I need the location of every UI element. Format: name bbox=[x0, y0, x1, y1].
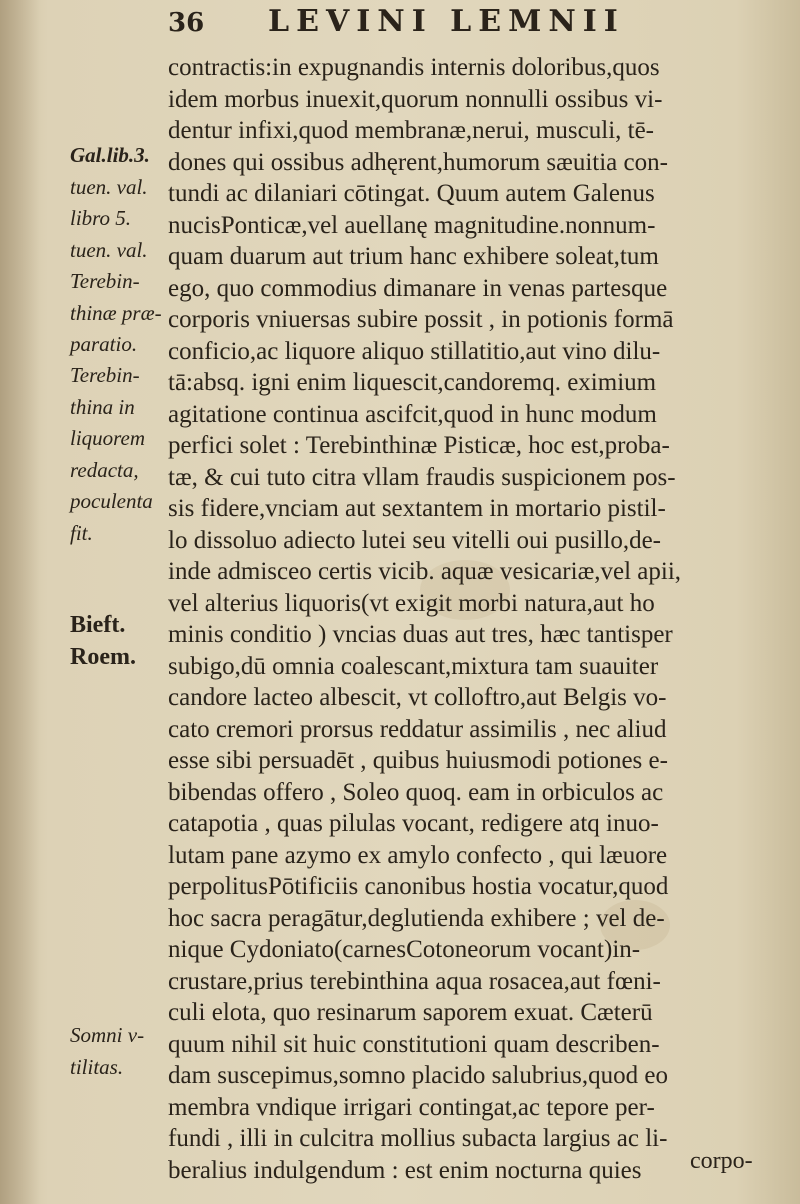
margin-note-line: Terebin- bbox=[70, 363, 140, 387]
margin-note-line: tuen. val. bbox=[70, 174, 148, 199]
running-head bbox=[168, 4, 728, 44]
margin-note-line: thinæ præ- bbox=[70, 300, 162, 325]
margin-note-line: poculenta bbox=[70, 489, 153, 513]
catchword: corpo- bbox=[690, 1148, 753, 1174]
text-line: fundi , illi in culcitra mollius subacta largius ac li- bbox=[168, 1125, 668, 1152]
text-line: membra vndique irrigari contingat,ac tepore per- bbox=[168, 1093, 655, 1121]
text-line: quam duarum aut trium hanc exhibere soleat,tum bbox=[168, 243, 659, 270]
text-line: perpolitusPōtificiis canonibus hostia vocatur,quod bbox=[168, 873, 669, 900]
text-line: tā:absq. igni enim liquescit,candoremq. eximium bbox=[168, 369, 657, 396]
page-number: 36 bbox=[168, 8, 205, 38]
margin-note-line: thina in bbox=[70, 394, 135, 419]
side-label-roem: Roem. bbox=[70, 644, 136, 670]
text-line: hoc sacra peragātur,deglutienda exhibere ; vel de- bbox=[168, 904, 665, 932]
text-line: ego, quo commodius dimanare in venas partesque bbox=[168, 274, 668, 302]
text-line: catapotia , quas pilulas vocant, redigere atq inuo- bbox=[168, 810, 659, 837]
text-line: conficio,ac liquore aliquo stillatitio,aut vino dilu- bbox=[168, 337, 661, 365]
margin-note-liquor bbox=[70, 360, 170, 549]
text-line: corporis vniuersas subire possit , in potionis formā bbox=[168, 306, 674, 333]
margin-note-line: Gal.lib.3. bbox=[70, 143, 150, 167]
text-line: inde admisceo certis vicib. aquæ vesicariæ,vel apii, bbox=[168, 558, 682, 585]
text-line: minis conditio ) vncias duas aut tres, hæc tantisper bbox=[168, 621, 673, 648]
margin-note-line: Terebin- bbox=[70, 269, 140, 293]
text-line: nucisPonticæ,vel auellanę magnitudine.nonnum- bbox=[168, 211, 656, 239]
text-line: crustare,prius terebinthina aqua rosacea,aut fœni- bbox=[168, 967, 661, 995]
margin-note-line: liquorem bbox=[70, 426, 146, 450]
text-line: bibendas offero , Soleo quoq. eam in orbiculos ac bbox=[168, 778, 664, 806]
text-line: dones qui ossibus adhęrent,humorum sæuitia con- bbox=[168, 148, 668, 176]
gutter-shadow bbox=[0, 0, 40, 1204]
text-line: sis fidere,vnciam aut sextantem in mortario pistil- bbox=[168, 495, 666, 522]
margin-note-line: tuen. val. bbox=[70, 237, 148, 262]
text-line: agitatione continua ascifcit,quod in hunc modum bbox=[168, 400, 657, 428]
text-line: quum nihil sit huic constitutioni quam describen- bbox=[168, 1030, 660, 1058]
margin-note-preparation bbox=[70, 266, 170, 361]
margin-note-line: Somni v- bbox=[70, 1023, 145, 1047]
text-line: subigo,dū omnia coalescant,mixtura tam suauiter bbox=[168, 652, 659, 680]
text-line: lutam pane azymo ex amylo confecto , qui læuore bbox=[168, 841, 668, 869]
text-line: idem morbus inuexit,quorum nonnulli ossibus vi- bbox=[168, 85, 663, 113]
text-line: vel alterius liquoris(vt exigit morbi natura,aut ho bbox=[168, 589, 655, 617]
text-line: nique Cydoniato(carnesCotoneorum vocant)in- bbox=[168, 936, 641, 963]
running-title: LEVINI LEMNII bbox=[268, 4, 625, 39]
main-text bbox=[168, 52, 790, 1186]
margin-note-line: redacta, bbox=[70, 457, 139, 482]
margin-note-line: libro 5. bbox=[70, 206, 132, 230]
text-line: lo dissoluo adiecto lutei seu vitelli oui pusillo,de- bbox=[168, 526, 661, 554]
margin-note-line: fit. bbox=[70, 520, 93, 545]
text-line: perfici solet : Terebinthinæ Pisticæ, hoc est,proba- bbox=[168, 432, 670, 459]
text-line: beralius indulgendum : est enim nocturna quies bbox=[168, 1156, 642, 1184]
text-line: contractis:in expugnandis internis doloribus,quos bbox=[168, 54, 660, 81]
text-line: dam suscepimus,somno placido salubrius,quod eo bbox=[168, 1062, 668, 1089]
text-line: tæ, & cui tuto citra vllam fraudis suspicionem pos- bbox=[168, 463, 676, 491]
side-label-bieft: Bieft. bbox=[70, 612, 126, 638]
margin-note-galen bbox=[70, 140, 170, 266]
margin-note-line: tilitas. bbox=[70, 1054, 124, 1079]
text-line: tundi ac dilaniari cōtingat. Quum autem Galenus bbox=[168, 180, 655, 207]
text-line: candore lacteo albescit, vt colloftro,aut Belgis vo- bbox=[168, 684, 667, 711]
text-line: esse sibi persuadēt , quibus huiusmodi potiones e- bbox=[168, 747, 668, 774]
text-line: cato cremori prorsus reddatur assimilis , nec aliud bbox=[168, 715, 667, 743]
text-line: culi elota, quo resinarum saporem exuat. Cæterū bbox=[168, 999, 653, 1026]
margin-note-line: paratio. bbox=[70, 332, 138, 356]
margin-note-sleep bbox=[70, 1020, 170, 1083]
text-line: dentur infixi,quod membranæ,nerui, musculi, tē- bbox=[168, 117, 655, 144]
